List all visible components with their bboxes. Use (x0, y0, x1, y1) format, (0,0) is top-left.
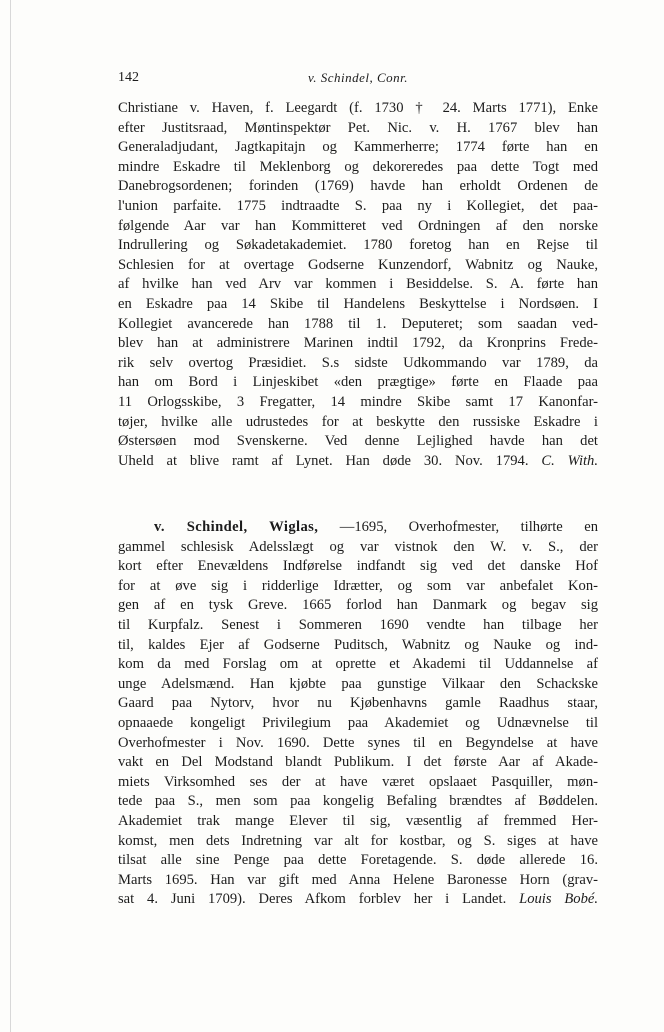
author-signature: Louis Bobé. (519, 891, 598, 908)
entry-continuation (118, 99, 598, 471)
text-line: vakt en Del Modstand blandt Publikum. I det første Aar af Akade- (118, 754, 598, 771)
text-line: tede paa S., men som paa kongelig Befaling brændtes af Bøddelen. (118, 793, 598, 810)
text-line: Østersøen mod Svenskerne. Ved denne Lejlighed havde han det (118, 433, 598, 450)
text-line: Indrullering og Søkadetakademiet. 1780 foretog han en Rejse til (118, 237, 598, 254)
text-line: rik selv overtog Præsidiet. S.s sidste Udkommando var 1789, da (118, 354, 598, 371)
text-line: Overhofmester i Nov. 1690. Dette synes til en Begyndelse at have (118, 734, 598, 751)
entry-first-line (118, 518, 598, 538)
text-line: Kollegiet avancerede han 1788 til 1. Deputeret; som saadan ved- (118, 315, 598, 332)
text-line: tøjer, hvilke alle udrustedes for at beskytte den russiske Eskadre i (118, 413, 598, 430)
entry-schindel-wiglas (118, 518, 598, 910)
text-line: Marts 1695. Han var gift med Anna Helene Baronesse Horn (grav- (118, 871, 598, 888)
text-line: en Eskadre paa 14 Skibe til Handelens Beskyttelse i Nordsøen. I (118, 295, 598, 312)
text-line-final (118, 452, 598, 472)
text-line: opnaaede kongeligt Privilegium paa Akademiet og Udnævnelse til (118, 714, 598, 731)
text-line: kort efter Enevældens Indførelse indfandt sig ved det danske Hof (118, 558, 598, 575)
entry-first-line-text: —1695, Overhofmester, tilhørte en (339, 519, 598, 535)
text-line: til, kaldes Ejer af Godserne Puditsch, Wabnitz og Nauke og ind- (118, 636, 598, 653)
text-line: til Kurpfalz. Senest i Sommeren 1690 vendte han tilbage her (118, 616, 598, 633)
page-number: 142 (118, 70, 139, 85)
text-line: komst, men dets Indretning var alt for kostbar, og S. siges at have (118, 832, 598, 849)
text-line: kom da med Forslag om at oprette et Akademi til Uddannelse af (118, 656, 598, 673)
text-line: mindre Eskadre til Meklenborg og dekoreredes paa dette Togt med (118, 158, 598, 175)
text-line: for at øve sig i ridderlige Idrætter, og som var anbefalet Kon- (118, 577, 598, 594)
entry-heading: v. Schindel, Wiglas, (154, 519, 319, 535)
page-edge-rule (10, 0, 11, 1032)
text-line: efter Justitsraad, Møntinspektør Pet. Nic. v. H. 1767 blev han (118, 119, 598, 136)
text-line: 11 Orlogsskibe, 3 Fregatter, 14 mindre Skibe samt 17 Kanonfar- (118, 393, 598, 410)
text-line: Schlesien for at overtage Godserne Kunzendorf, Wabnitz og Nauke, (118, 256, 598, 273)
text-line: miets Virksomhed ses der at have været opslaaet Pasquiller, møn- (118, 773, 598, 790)
running-head: v. Schindel, Conr. (307, 70, 409, 85)
author-signature: C. With. (541, 452, 598, 469)
text-line: af hvilke han ved Arv var kommen i Besiddelse. S. A. førte han (118, 276, 598, 293)
text-line: følgende Aar var han Kommitteret ved Ordningen af den norske (118, 217, 598, 234)
page-header (118, 70, 598, 94)
text-line: gammel schlesisk Adelsslægt og var vistnok den W. v. S., der (118, 538, 598, 555)
final-text: Uheld at blive ramt af Lynet. Han døde 30. Nov. 1794. (118, 452, 529, 469)
text-line: Akademiet trak mange Elever til sig, væsentlig af fremmed Her- (118, 812, 598, 829)
text-line-final (118, 890, 598, 910)
text-line: tilsat alle sine Penge paa dette Foretagende. S. døde allerede 16. (118, 852, 598, 869)
final-text: sat 4. Juni 1709). Deres Afkom forblev her i Landet. (118, 891, 507, 908)
text-line: blev han at administrere Marinen indtil 1792, da Kronprins Frede- (118, 335, 598, 352)
text-line: Danebrogsordenen; forinden (1769) havde han erholdt Ordenen de (118, 178, 598, 195)
text-line: han om Bord i Linjeskibet «den prægtige» førte en Flaade paa (118, 374, 598, 391)
text-line: Gaard paa Nytorv, hvor nu Kjøbenhavns gamle Raadhus staar, (118, 695, 598, 712)
text-line: Generaladjudant, Jagtkapitajn og Kammerherre; 1774 førte han en (118, 139, 598, 156)
text-line: gen af en tysk Greve. 1665 forlod han Danmark og begav sig (118, 597, 598, 614)
text-line: l'union parfaite. 1775 indtraadte S. paa ny i Kollegiet, det paa- (118, 197, 598, 214)
text-line: unge Adelsmænd. Han kjøbte paa gunstige Vilkaar den Schackske (118, 675, 598, 692)
text-line: Christiane v. Haven, f. Leegardt (f. 1730 † 24. Marts 1771), Enke (118, 100, 598, 116)
